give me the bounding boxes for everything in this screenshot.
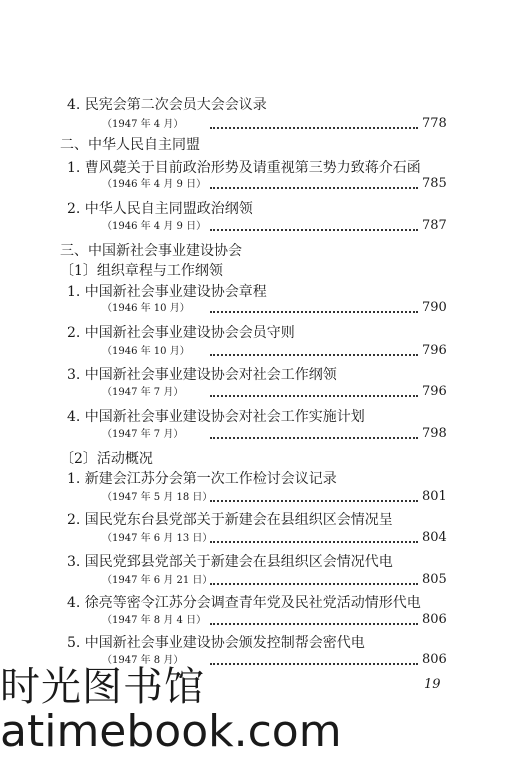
entry-text: 4. 徐亮等密令江苏分会调查青年党及民社党活动情形代电 xyxy=(67,595,421,611)
entry-text: 4. 中国新社会事业建设协会对社会工作实施计划 xyxy=(67,409,365,425)
entry-date: （1947 年 7 月） xyxy=(102,429,184,440)
entry-text: 5. 中国新社会事业建设协会颁发控制帮会密代电 xyxy=(67,635,365,651)
entry-page-number: 798 xyxy=(422,426,447,441)
entry-text: 3. 中国新社会事业建设协会对社会工作纲领 xyxy=(67,367,337,383)
dot-leader xyxy=(210,623,418,625)
dot-leader xyxy=(210,229,418,231)
entry-page-number: 801 xyxy=(422,489,447,504)
entry-date: （1947 年 8 月） xyxy=(102,655,184,666)
entry-page-number: 790 xyxy=(422,300,447,315)
entry-page-number: 804 xyxy=(422,530,447,545)
dot-leader xyxy=(210,127,418,129)
dot-leader xyxy=(210,500,418,502)
dot-leader xyxy=(210,311,418,313)
entry-text: 二、中华人民自主同盟 xyxy=(60,137,200,153)
watermark-title: 时光图书馆 xyxy=(0,664,205,710)
page-number: 19 xyxy=(424,677,441,692)
entry-page-number: 805 xyxy=(422,572,447,587)
entry-text: 4. 民宪会第二次会员大会会议录 xyxy=(67,97,267,113)
dot-leader xyxy=(210,583,418,585)
entry-page-number: 787 xyxy=(422,218,447,233)
entry-date: （1947 年 5 月 18 日） xyxy=(102,492,213,503)
entry-text: 1. 新建会江苏分会第一次工作检讨会议记录 xyxy=(67,471,337,487)
entry-text: 3. 国民党郅县党部关于新建会在县组织区会情况代电 xyxy=(67,554,393,570)
dot-leader xyxy=(210,187,418,189)
entry-page-number: 806 xyxy=(422,652,447,667)
entry-date: （1947 年 7 月） xyxy=(102,387,184,398)
entry-page-number: 796 xyxy=(422,343,447,358)
entry-text: 1. 中国新社会事业建设协会章程 xyxy=(67,284,267,300)
entry-date: （1946 年 4 月 9 日） xyxy=(102,179,207,190)
entry-text: 2. 中华人民自主同盟政治纲领 xyxy=(67,201,253,217)
dot-leader xyxy=(210,663,418,665)
entry-page-number: 796 xyxy=(422,384,447,399)
entry-date: （1947 年 6 月 13 日） xyxy=(102,533,213,544)
entry-date: （1946 年 4 月 9 日） xyxy=(102,221,207,232)
entry-page-number: 806 xyxy=(422,612,447,627)
entry-date: （1947 年 8 月 4 日） xyxy=(102,615,207,626)
dot-leader xyxy=(210,354,418,356)
entry-date: （1947 年 6 月 21 日） xyxy=(102,575,213,586)
entry-date: （1947 年 4 月） xyxy=(102,119,184,130)
dot-leader xyxy=(210,395,418,397)
dot-leader xyxy=(210,541,418,543)
watermark-url: atimebook.com xyxy=(0,706,342,757)
entry-text: 〔1〕组织章程与工作纲领 xyxy=(60,263,223,279)
entry-text: 2. 国民党东台县党部关于新建会在县组织区会情况呈 xyxy=(67,512,393,528)
entry-text: 2. 中国新社会事业建设协会会员守则 xyxy=(67,325,295,341)
entry-date: （1946 年 10 月） xyxy=(102,303,190,314)
entry-date: （1946 年 10 月） xyxy=(102,346,190,357)
entry-text: 三、中国新社会事业建设协会 xyxy=(60,243,242,259)
entry-page-number: 785 xyxy=(422,176,447,191)
entry-text: 〔2〕活动概况 xyxy=(60,451,153,467)
entry-page-number: 778 xyxy=(422,116,447,131)
entry-text: 1. 曹风薨关于目前政治形势及请重视第三势力致蒋介石函 xyxy=(67,160,421,176)
dot-leader xyxy=(210,437,418,439)
